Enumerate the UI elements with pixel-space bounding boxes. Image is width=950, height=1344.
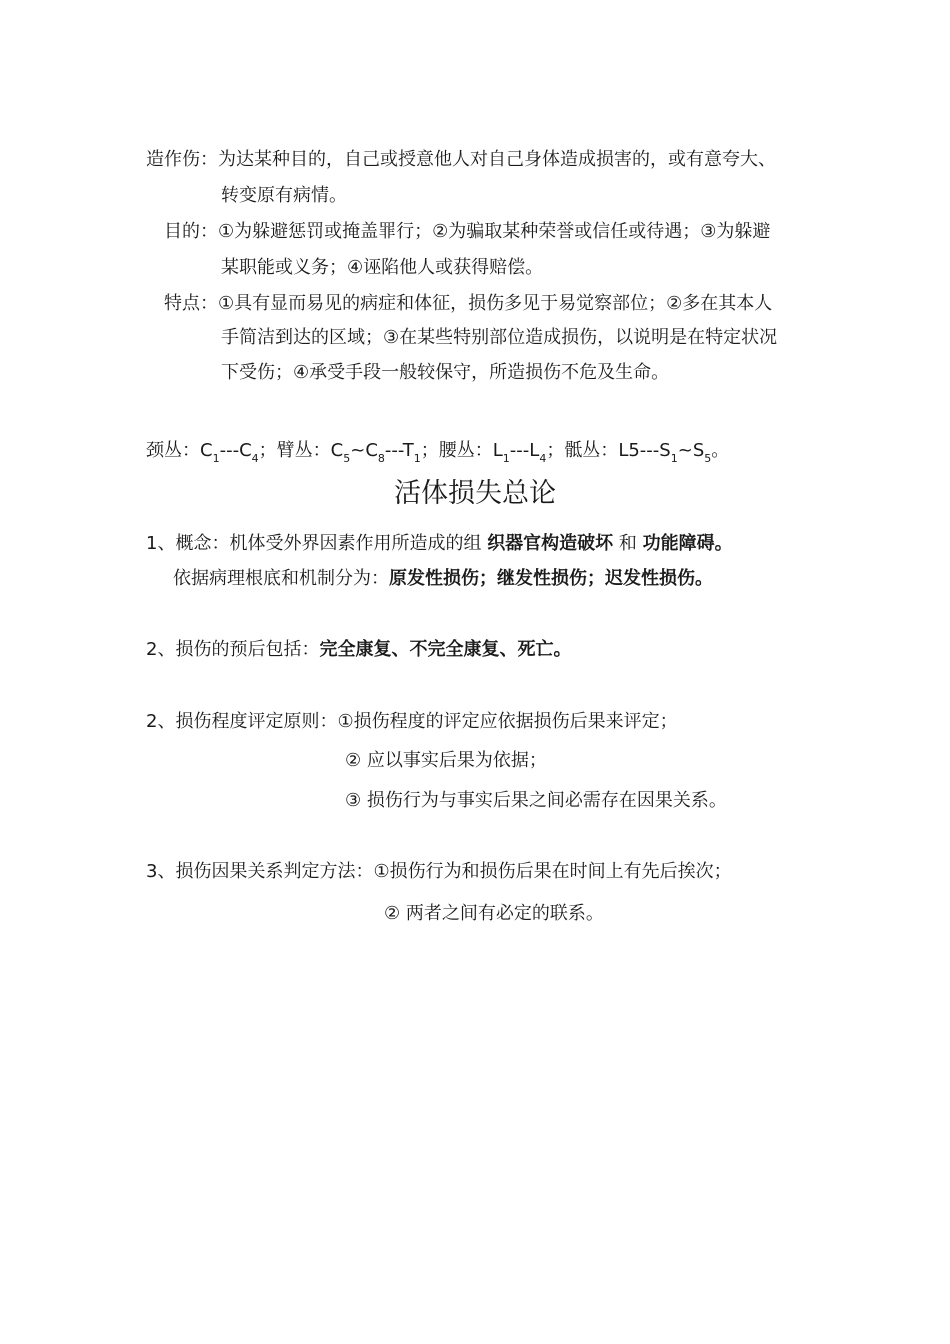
features-text: ①具有显而易见的病症和体征，损伤多见于易觉察部位；②多在其本人 xyxy=(218,293,773,314)
range-sep: --- xyxy=(384,440,403,461)
nerve-root-sub: 8 xyxy=(377,452,385,465)
section-2-bold: 完全康复、不完全康复、死亡。 xyxy=(319,639,572,660)
purpose-label: 目的： xyxy=(164,221,218,242)
features-line2: 手简洁到达的区域；③在某些特别部位造成损伤，以说明是在特定状况 xyxy=(221,327,778,348)
section-1-classification xyxy=(173,567,713,591)
section-3-prefix: 2、损伤程度评定原则： xyxy=(146,711,338,732)
purpose-line2: 某职能或义务；④诬陷他人或获得赔偿。 xyxy=(221,257,544,278)
plexus-line xyxy=(146,439,729,465)
section-1b-bold: 原发性损伤；继发性损伤；迟发性损伤。 xyxy=(389,568,713,589)
features-label: 特点： xyxy=(164,293,218,314)
nerve-root: T xyxy=(402,440,414,461)
section-1b-prefix: 依据病理根底和机制分为： xyxy=(173,568,389,589)
purpose-text: ①为躲避惩罚或掩盖罪行；②为骗取某种荣誉或信任或待遇；③为躲避 xyxy=(218,221,771,242)
nerve-root: S xyxy=(692,440,705,461)
section-3-principles xyxy=(146,710,678,734)
range-sep: --- xyxy=(509,440,530,461)
section-2-prognosis xyxy=(146,638,571,662)
section-3-item-2: ② 应以事实后果为依据； xyxy=(345,750,547,771)
nerve-root: C xyxy=(239,440,252,461)
nerve-root: C xyxy=(365,440,378,461)
section-4-item-2: ② 两者之间有必定的联系。 xyxy=(384,903,604,924)
brachial-plexus-label: 臂丛： xyxy=(276,440,331,461)
separator: ； xyxy=(420,440,439,461)
period: 。 xyxy=(711,440,730,461)
nerve-root-sub: 4 xyxy=(251,452,259,465)
section-1-bold-b: 功能障碍。 xyxy=(642,533,733,554)
sacral-plexus-label: 骶丛： xyxy=(564,440,619,461)
features-line1 xyxy=(164,292,772,316)
section-4-causality xyxy=(146,860,732,884)
nerve-root-sub: 1 xyxy=(212,452,220,465)
nerve-root-sub: 5 xyxy=(343,452,351,465)
nerve-root-sub: 5 xyxy=(704,452,712,465)
section-2-prefix: 2、损伤的预后包括： xyxy=(146,639,320,660)
separator: ； xyxy=(546,440,565,461)
features-line3: 下受伤；④承受手段一般较保守，所造损伤不危及生命。 xyxy=(221,362,670,383)
nerve-root-sub: 1 xyxy=(502,452,510,465)
range-sep: ~ xyxy=(350,440,366,461)
section-1-concept xyxy=(146,532,733,556)
fake-injury-label: 造作伤： xyxy=(146,149,218,170)
nerve-root-sub: 4 xyxy=(539,452,547,465)
nerve-root: L xyxy=(529,440,540,461)
range-sep: --- xyxy=(219,440,240,461)
purpose-line1 xyxy=(164,220,770,244)
nerve-root: L xyxy=(492,440,503,461)
page-title: 活体损失总论 xyxy=(394,478,556,509)
section-1-prefix: 1、概念：机体受外界因素作用所造成的组 xyxy=(146,533,488,554)
fake-injury-definition: 为达某种目的，自己或授意他人对自己身体造成损害的，或有意夸大、 xyxy=(218,149,776,170)
nerve-root: C xyxy=(200,440,213,461)
separator: ； xyxy=(258,440,277,461)
nerve-root: C xyxy=(330,440,344,461)
fake-injury-definition-line2: 转变原有病情。 xyxy=(221,185,347,206)
section-3-item-3: ③ 损伤行为与事实后果之间必需存在因果关系。 xyxy=(345,790,727,811)
nerve-root: L5---S xyxy=(618,440,671,461)
lumbar-plexus-label: 腰丛： xyxy=(438,440,493,461)
nerve-root-sub: 1 xyxy=(670,452,678,465)
range-sep: ~ xyxy=(677,440,693,461)
section-4-item-1: ①损伤行为和损伤后果在时间上有先后挨次； xyxy=(373,861,732,882)
section-1-bold-a: 织器官构造破坏 xyxy=(487,533,614,554)
section-4-prefix: 3、损伤因果关系判定方法： xyxy=(146,861,374,882)
neck-plexus-label: 颈丛： xyxy=(146,440,200,461)
fake-injury-definition-line1 xyxy=(146,148,776,172)
nerve-root-sub: 1 xyxy=(413,452,421,465)
section-3-item-1: ①损伤程度的评定应依据损伤后果来评定； xyxy=(337,711,678,732)
section-1-mid: 和 xyxy=(613,533,643,554)
